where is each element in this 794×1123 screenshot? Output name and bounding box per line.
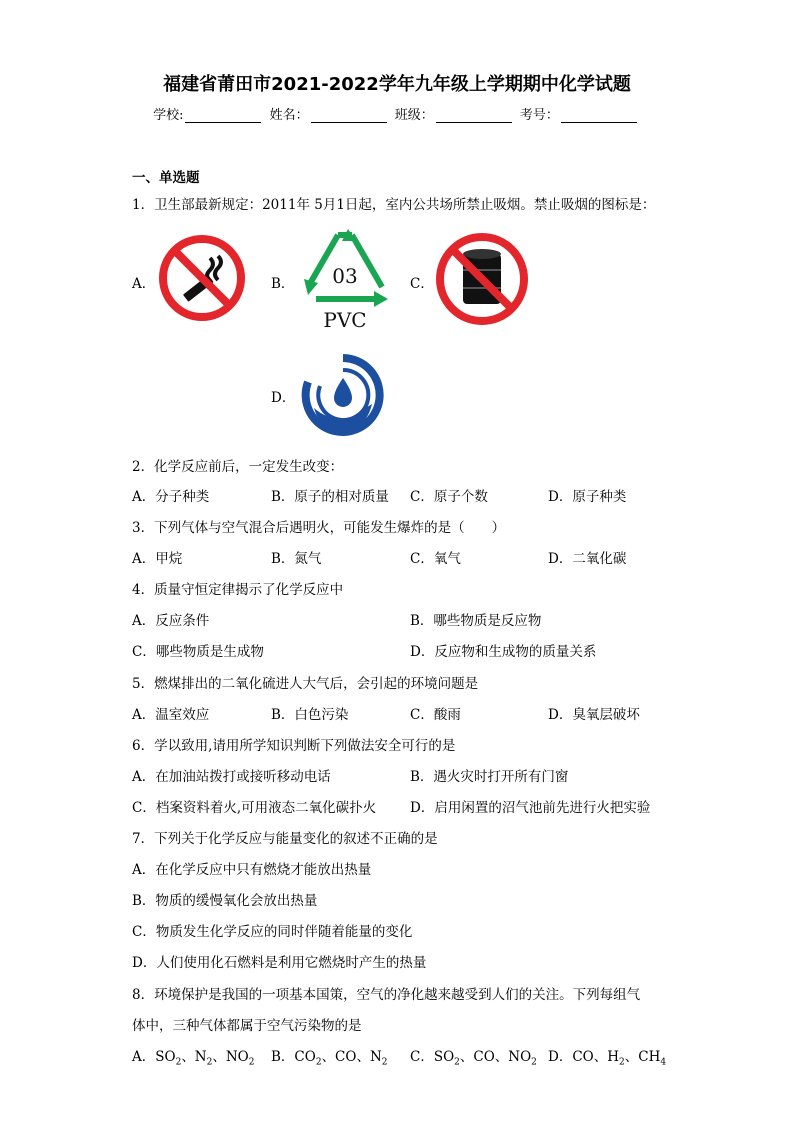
q3-option-a[interactable]: A．甲烷 xyxy=(132,551,183,567)
q8c-sub: 2 xyxy=(454,1057,460,1068)
school-blank[interactable] xyxy=(185,108,261,123)
q2-option-a[interactable]: A．分子种类 xyxy=(132,489,210,505)
q8b-sub: 2 xyxy=(315,1057,322,1068)
q3-option-b[interactable]: B．氮气 xyxy=(271,551,322,567)
q6-option-d[interactable]: D．启用闲置的沼气池前先进行火把实验 xyxy=(410,800,651,816)
q7-option-c[interactable]: C．物质发生化学反应的同时伴随着能量的变化 xyxy=(132,924,413,940)
student-info-line xyxy=(0,104,794,123)
q1-option-a-label: A． xyxy=(132,276,156,292)
no-smoking-icon[interactable] xyxy=(158,234,246,322)
page-title: 福建省莆田市2021-2022学年九年级上学期期中化学试题 xyxy=(163,74,631,95)
q6-option-a[interactable]: A．在加油站拨打或接听移动电话 xyxy=(132,769,331,785)
class-label: 班级： xyxy=(394,108,434,123)
q8b-part: B．CO xyxy=(271,1049,316,1065)
q3-option-c[interactable]: C．氧气 xyxy=(410,551,461,567)
q8a-part: 、NO xyxy=(212,1049,249,1065)
q5-option-c[interactable]: C．酸雨 xyxy=(410,707,461,723)
q8a-part: A．SO xyxy=(132,1049,176,1065)
number-label: 考号： xyxy=(519,108,559,123)
q8-option-a[interactable] xyxy=(132,1045,254,1068)
water-saving-icon[interactable] xyxy=(300,352,386,438)
recycle-text: PVC xyxy=(323,308,367,332)
q5-option-b[interactable]: B．白色污染 xyxy=(271,707,349,723)
q8a-part: 、N xyxy=(181,1049,207,1065)
recycle-pvc-icon[interactable] xyxy=(298,225,392,333)
name-label: 姓名： xyxy=(269,108,309,123)
q1-option-d-label: D． xyxy=(271,390,296,406)
q8d-part: D．CO、H xyxy=(548,1049,619,1065)
name-blank[interactable] xyxy=(311,108,387,123)
q8-option-b[interactable] xyxy=(271,1045,388,1068)
question-5: 5．燃煤排出的二氧化硫进人大气后，会引起的环境问题是 xyxy=(132,676,479,692)
q1-option-c-label: C． xyxy=(410,276,434,292)
q5-option-d[interactable]: D．臭氧层破坏 xyxy=(548,707,640,723)
q2-option-b[interactable]: B．原子的相对质量 xyxy=(271,489,389,505)
q8b-sub: 2 xyxy=(381,1057,388,1068)
q7-option-b[interactable]: B．物质的缓慢氧化会放出热量 xyxy=(132,893,318,909)
q2-option-d[interactable]: D．原子种类 xyxy=(548,489,627,505)
no-oil-barrel-icon[interactable] xyxy=(435,232,529,326)
q8c-sub: 2 xyxy=(531,1057,537,1068)
q8d-sub: 4 xyxy=(660,1057,667,1068)
q5-option-a[interactable]: A．温室效应 xyxy=(132,707,210,723)
q8a-sub: 2 xyxy=(248,1057,255,1068)
q2-option-c[interactable]: C．原子个数 xyxy=(410,489,488,505)
q4-option-d[interactable]: D．反应物和生成物的质量关系 xyxy=(410,644,597,660)
question-8-line-1: 8．环境保护是我国的一项基本国策，空气的净化越来越受到人们的关注。下列每组气 xyxy=(132,987,641,1003)
number-blank[interactable] xyxy=(561,108,637,123)
q1-option-b-label: B． xyxy=(271,276,295,292)
section-heading: 一、单选题 xyxy=(132,170,200,186)
q8c-part: C．SO xyxy=(410,1049,455,1065)
q3-option-d[interactable]: D．二氧化碳 xyxy=(548,551,627,567)
question-1: 1．卫生部最新规定：2011年 5月1日起，室内公共场所禁止吸烟。禁止吸烟的图标是： xyxy=(132,197,656,213)
q8a-sub: 2 xyxy=(175,1057,182,1068)
q4-option-c[interactable]: C．哪些物质是生成物 xyxy=(132,644,264,660)
q8a-sub: 2 xyxy=(206,1057,213,1068)
q8d-sub: 2 xyxy=(619,1057,625,1068)
q8d-part: 、CH xyxy=(624,1049,661,1065)
q7-option-a[interactable]: A．在化学反应中只有燃烧才能放出热量 xyxy=(132,862,372,878)
question-4: 4．质量守恒定律揭示了化学反应中 xyxy=(132,582,344,598)
class-blank[interactable] xyxy=(436,108,512,123)
q7-option-d[interactable]: D．人们使用化石燃料是利用它燃烧时产生的热量 xyxy=(132,955,427,971)
question-3: 3．下列气体与空气混合后遇明火，可能发生爆炸的是（ ） xyxy=(132,520,506,536)
q6-option-b[interactable]: B．遇火灾时打开所有门窗 xyxy=(410,769,569,785)
question-2: 2．化学反应前后，一定发生改变： xyxy=(132,459,344,475)
q8c-part: 、CO、NO xyxy=(459,1049,532,1065)
recycle-number: 03 xyxy=(332,264,358,288)
q4-option-b[interactable]: B．哪些物质是反应物 xyxy=(410,613,542,629)
q8b-part: 、CO、N xyxy=(321,1049,382,1065)
question-6: 6．学以致用,请用所学知识判断下列做法安全可行的是 xyxy=(132,738,456,754)
question-8-line-2: 体中，三种气体都属于空气污染物的是 xyxy=(132,1018,362,1034)
question-7: 7．下列关于化学反应与能量变化的叙述不正确的是 xyxy=(132,831,438,847)
q8-option-c[interactable] xyxy=(410,1045,537,1068)
q6-option-c[interactable]: C．档案资料着火,可用液态二氧化碳扑火 xyxy=(132,800,377,816)
school-label: 学校: xyxy=(153,108,184,123)
q4-option-a[interactable]: A．反应条件 xyxy=(132,613,210,629)
q8-option-d[interactable] xyxy=(548,1045,666,1068)
